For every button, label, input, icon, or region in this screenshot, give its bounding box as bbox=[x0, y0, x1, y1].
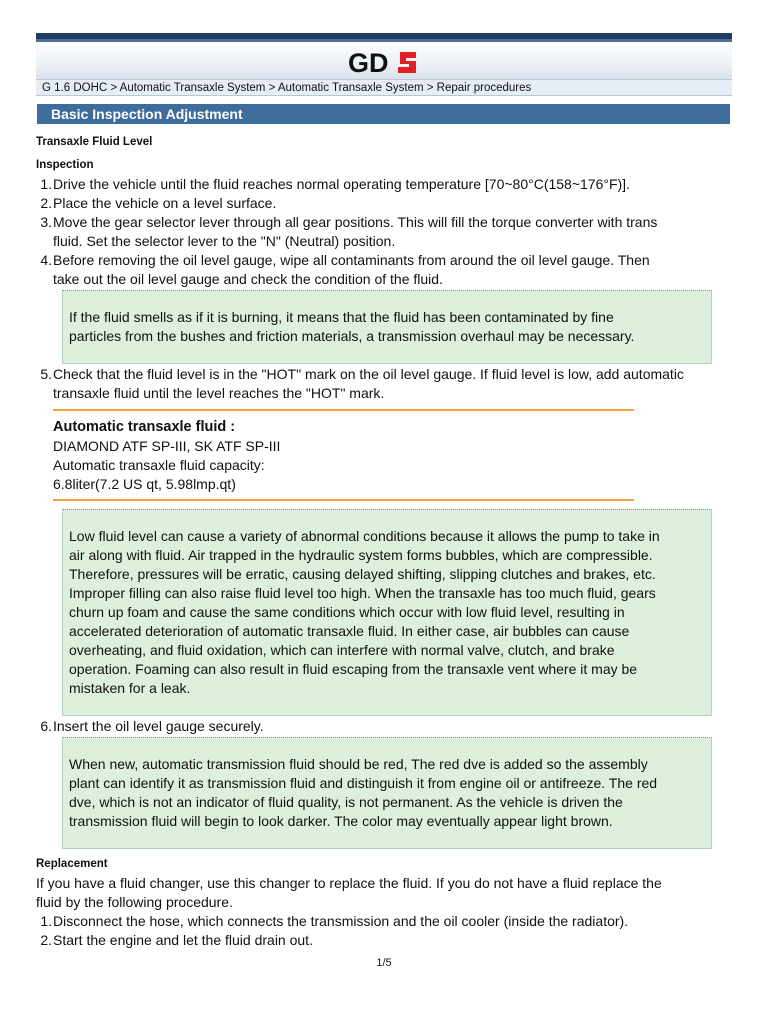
replacement-intro: If you have a fluid changer, use this changer to replace the fluid. If you do not have a fluid replace the bbox=[36, 875, 662, 891]
note-line: overheating, and fluid oxidation, which can interfere with normal valve, clutch, and brake bbox=[69, 642, 615, 658]
fluid-types: DIAMOND ATF SP-III, SK ATF SP-III bbox=[53, 438, 281, 454]
step-text: Check that the fluid level is in the "HOT" mark on the oil level gauge. If fluid level is low, add automatic bbox=[53, 366, 684, 382]
step-number: 6. bbox=[40, 718, 52, 734]
fluid-capacity-value: 6.8liter(7.2 US qt, 5.98lmp.qt) bbox=[53, 476, 236, 492]
step-text: Disconnect the hose, which connects the transmission and the oil cooler (inside the radiator). bbox=[53, 913, 629, 929]
step-text: Before removing the oil level gauge, wipe all contaminants from around the oil level gauge. Then bbox=[53, 252, 650, 268]
note-line: When new, automatic transmission fluid should be red, The red dve is added so the assembly bbox=[69, 756, 648, 772]
step-text: fluid. Set the selector lever to the "N" (Neutral) position. bbox=[53, 233, 396, 249]
section-title: Basic Inspection Adjustment bbox=[37, 104, 730, 124]
replacement-heading: Replacement bbox=[36, 858, 108, 870]
subtitle: Transaxle Fluid Level bbox=[36, 136, 153, 148]
note-line: operation. Foaming can also result in fluid escaping from the transaxle vent where it may be bbox=[69, 661, 638, 677]
step-number: 1. bbox=[40, 913, 52, 929]
fluid-spec-title: Automatic transaxle fluid : bbox=[53, 419, 236, 435]
note-line: transmission fluid will begin to look darker. The color may eventually appear light brown. bbox=[69, 813, 613, 829]
svg-text:GD: GD bbox=[348, 48, 389, 77]
breadcrumb: G 1.6 DOHC > Automatic Transaxle System > Automatic Transaxle System > Repair procedures bbox=[36, 79, 732, 96]
step-number: 5. bbox=[40, 366, 52, 382]
fluid-capacity-label: Automatic transaxle fluid capacity: bbox=[53, 457, 265, 473]
step-text: Place the vehicle on a level surface. bbox=[53, 195, 277, 211]
note-line: mistaken for a leak. bbox=[69, 680, 191, 696]
note-line: churn up foam and cause the same conditions which occur with low fluid level, resulting in bbox=[69, 604, 625, 620]
step-text: Start the engine and let the fluid drain out. bbox=[53, 932, 313, 948]
fluid-spec bbox=[53, 418, 280, 494]
step-text: transaxle fluid until the level reaches the "HOT" mark. bbox=[53, 385, 385, 401]
divider bbox=[53, 409, 634, 411]
step-number: 2. bbox=[40, 932, 52, 948]
step-text: take out the oil level gauge and check the condition of the fluid. bbox=[53, 271, 443, 287]
step-text: Drive the vehicle until the fluid reaches normal operating temperature [70~80°C(158~176°F)]. bbox=[53, 176, 630, 192]
note-box bbox=[62, 509, 712, 716]
step-text: Insert the oil level gauge securely. bbox=[53, 718, 264, 734]
note-line: dve, which is not an indicator of fluid quality, is not permanent. As the vehicle is driven the bbox=[69, 794, 623, 810]
note-line: Therefore, pressures will be erratic, causing delayed shifting, slipping clutches and brakes, etc. bbox=[69, 566, 656, 582]
replacement-intro: fluid by the following procedure. bbox=[36, 894, 233, 910]
gds-logo bbox=[348, 47, 420, 77]
step-number: 4. bbox=[40, 252, 52, 268]
step-text: Move the gear selector lever through all gear positions. This will fill the torque converter with trans bbox=[53, 214, 658, 230]
step-number: 3. bbox=[40, 214, 52, 230]
note-line: plant can identify it as transmission fluid and distinguish it from engine oil or antifreeze. The red bbox=[69, 775, 658, 791]
note-box bbox=[62, 737, 712, 849]
note-line: Low fluid level can cause a variety of abnormal conditions because it allows the pump to take in bbox=[69, 528, 660, 544]
page-number: 1/5 bbox=[376, 957, 392, 969]
page-header bbox=[36, 33, 732, 79]
step-number: 2. bbox=[40, 195, 52, 211]
note-line: accelerated deterioration of automatic transaxle fluid. In either case, air bubbles can cause bbox=[69, 623, 630, 639]
note-box bbox=[62, 290, 712, 364]
note-line: Improper filling can also raise fluid level too high. When the transaxle has too much fluid, gears bbox=[69, 585, 656, 601]
divider bbox=[53, 499, 634, 501]
step-number: 1. bbox=[40, 176, 52, 192]
note-line: air along with fluid. Air trapped in the hydraulic system forms bubbles, which are compressible. bbox=[69, 547, 653, 563]
note-line: particles from the bushes and friction materials, a transmission overhaul may be necessary. bbox=[69, 328, 635, 344]
inspection-heading: Inspection bbox=[36, 159, 94, 171]
note-line: If the fluid smells as if it is burning, it means that the fluid has been contaminated by fine bbox=[69, 309, 614, 325]
